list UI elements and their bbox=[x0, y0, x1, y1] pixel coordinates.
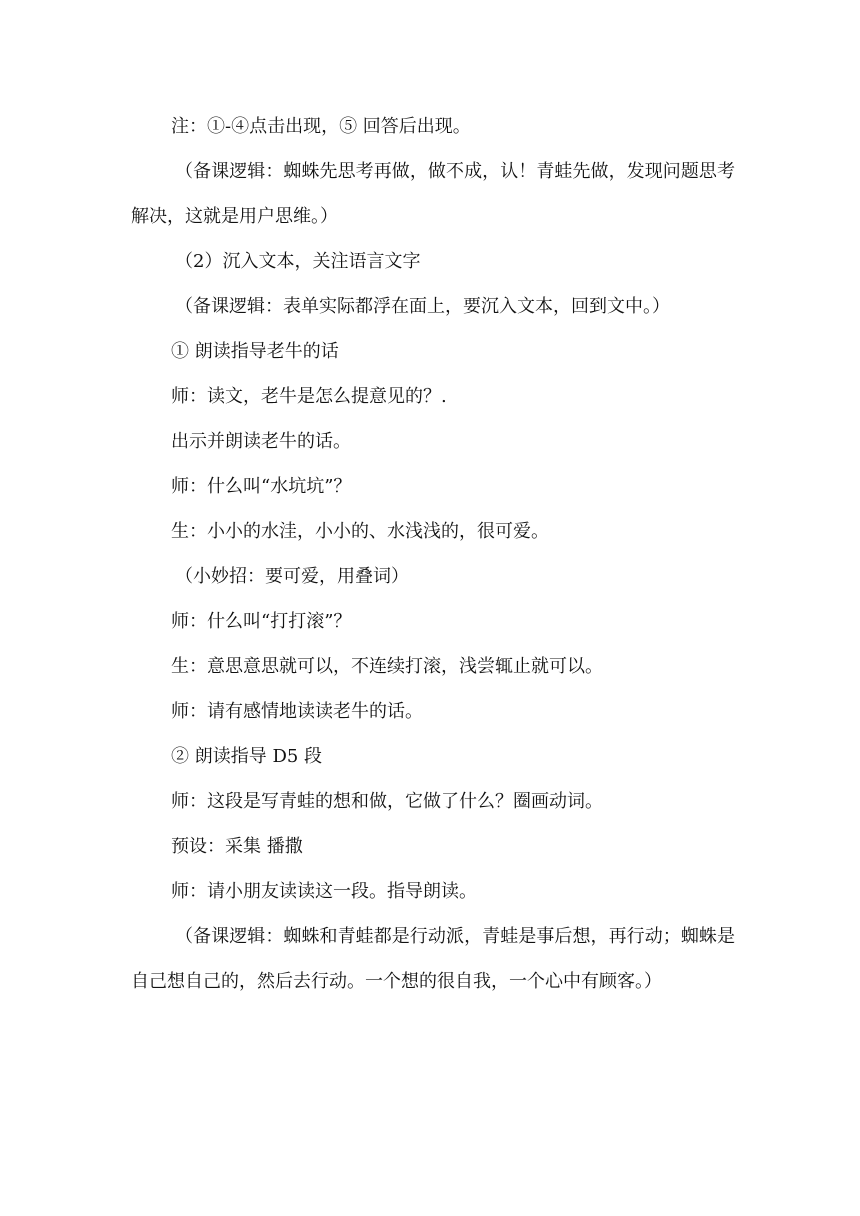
dialogue-line: 预设：采集 播撒 bbox=[171, 836, 303, 857]
dialogue-line: 师：什么叫“水坑坑”？ bbox=[171, 476, 352, 497]
dialogue-line: 师：请有感情地读读老牛的话。 bbox=[171, 701, 423, 722]
section-heading: （2）沉入文本，关注语言文字 bbox=[175, 251, 421, 272]
lesson-logic-paragraph: （备课逻辑：蜘蛛和青蛙都是行动派，青蛙是事后想，再行动；蜘蛛是自己想自己的，然后去行动。一个想的很自我，一个心中有顾客。） bbox=[131, 926, 735, 992]
dialogue-line: 出示并朗读老牛的话。 bbox=[171, 431, 351, 452]
step-heading: ① 朗读指导老牛的话 bbox=[171, 341, 339, 362]
dialogue-line: 师：什么叫“打打滚”？ bbox=[171, 611, 352, 632]
tip-paragraph: （小妙招：要可爱，用叠词） bbox=[175, 566, 409, 587]
dialogue-line: 师：请小朋友读读这一段。指导朗读。 bbox=[171, 881, 477, 902]
dialogue-line: 生：小小的水洼，小小的、水浅浅的，很可爱。 bbox=[171, 521, 549, 542]
step-heading: ② 朗读指导 D5 段 bbox=[171, 746, 323, 767]
dialogue-line: 师：这段是写青蛙的想和做，它做了什么？圈画动词。 bbox=[171, 791, 603, 812]
note-paragraph: 注：①-④点击出现，⑤ 回答后出现。 bbox=[171, 116, 471, 137]
document-body bbox=[131, 104, 735, 1004]
dialogue-line: 师：读文，老牛是怎么提意见的？. bbox=[171, 386, 447, 407]
lesson-logic-paragraph: （备课逻辑：表单实际都浮在面上，要沉入文本，回到文中。） bbox=[175, 296, 670, 317]
dialogue-line: 生：意思意思就可以，不连续打滚，浅尝辄止就可以。 bbox=[171, 656, 603, 677]
lesson-logic-paragraph: （备课逻辑：蜘蛛先思考再做，做不成，认！青蛙先做，发现问题思考解决，这就是用户思维。） bbox=[131, 161, 735, 227]
